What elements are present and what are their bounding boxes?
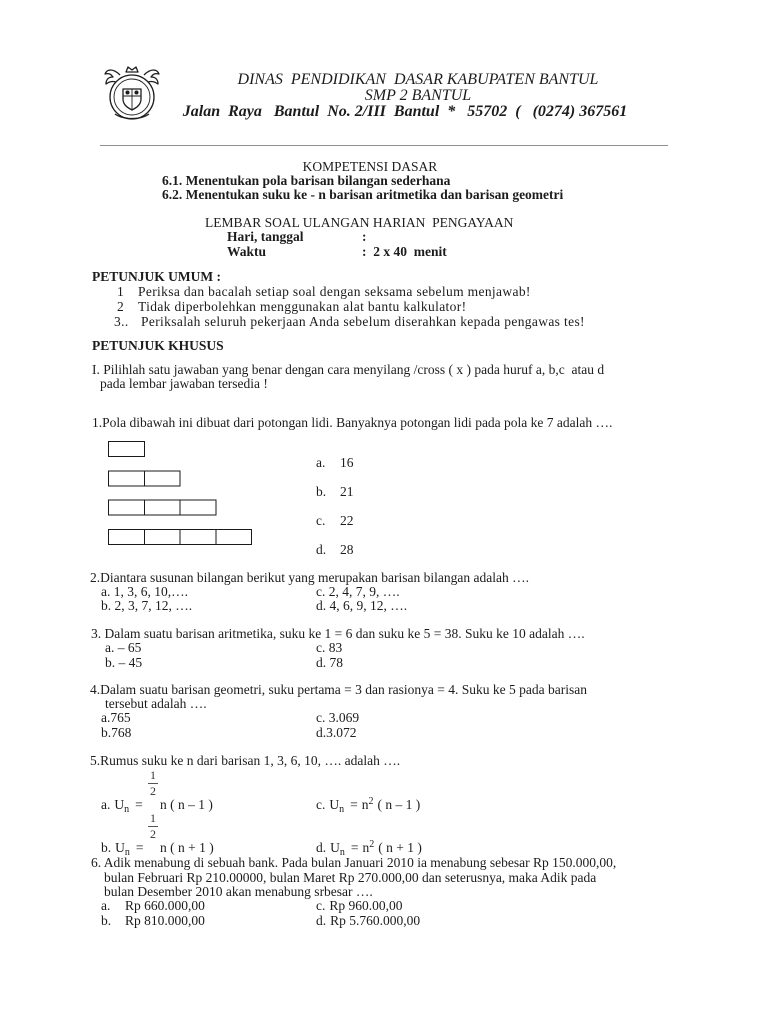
question-4-option-c: c. 3.069: [316, 710, 360, 725]
option-value: 16: [340, 455, 354, 470]
question-1-option-b: [316, 485, 354, 499]
lidi-box: [109, 529, 145, 544]
question-6-option-a-label: a.: [101, 898, 111, 913]
lidi-box: [144, 471, 180, 486]
term-expression: ( n + 1 ): [378, 840, 422, 855]
question-5-option-b: [101, 840, 144, 858]
school-name: SMP 2 BANTUL: [364, 87, 472, 104]
question-1-option-d: [316, 543, 354, 557]
question-6-option-b-value: Rp 810.000,00: [125, 913, 205, 928]
question-5-text: 5.Rumus suku ke n dari barisan 1, 3, 6, 10, …. adalah ….: [90, 753, 401, 768]
option-value: 22: [340, 513, 354, 528]
question-6-text: 6. Adik menabung di sebuah bank. Pada bulan Januari 2010 ia menabung sebesar Rp 150.000,00,: [91, 855, 617, 870]
question-4-text: 4.Dalam suatu barisan geometri, suku pertama = 3 dan rasionya = 4. Suku ke 5 pada barisan: [90, 682, 587, 697]
date-value: :: [362, 229, 367, 244]
option-label: c.: [316, 797, 326, 812]
question-2-option-c: c. 2, 4, 7, 9, ….: [316, 584, 400, 599]
question-5-option-a-expression: n ( n – 1 ): [160, 797, 213, 812]
option-label: b.: [101, 840, 112, 855]
fraction-denominator: 2: [150, 827, 156, 841]
question-3-option-d: d. 78: [316, 655, 343, 670]
option-label: c.: [316, 513, 326, 528]
equals-sign: =: [350, 840, 359, 855]
question-4-text-continued: tersebut adalah ….: [105, 696, 207, 711]
term-exponent: 2: [369, 839, 375, 850]
instruction-text: Periksalah seluruh pekerjaan Anda sebelum diserahkan kepada pengawas tes!: [141, 314, 585, 329]
question-5-option-c: [316, 796, 421, 815]
fraction-numerator: 1: [150, 811, 156, 825]
term-factor: n: [361, 797, 369, 812]
question-4-option-b: b.768: [101, 725, 132, 740]
lidi-box: [180, 529, 216, 544]
term-subscript: n: [124, 847, 130, 858]
pattern-row-1: [109, 442, 145, 457]
lidi-box: [144, 500, 180, 515]
equals-sign: =: [350, 797, 358, 812]
option-value: Rp 5.760.000,00: [330, 913, 421, 928]
question-1-option-c: [316, 514, 354, 528]
term-base: U: [115, 840, 125, 855]
term-expression: ( n – 1 ): [377, 797, 421, 812]
kompetensi-item: 6.2. Menentukan suku ke - n barisan aritmetika dan barisan geometri: [162, 187, 564, 202]
question-6-text-continued: bulan Februari Rp 210.00000, bulan Maret Rp 270.000,00 dan seterusnya, maka Adik pada: [104, 870, 597, 885]
question-6-option-b-label: b.: [101, 913, 112, 928]
equals-sign: =: [135, 840, 144, 855]
option-label: d.: [316, 913, 327, 928]
question-3-option-b: b. – 45: [105, 655, 143, 670]
term-exponent: 2: [368, 796, 374, 807]
question-5-option-b-expression: n ( n + 1 ): [160, 840, 214, 855]
question-4-option-a: a.765: [101, 710, 131, 725]
option-value: 28: [340, 542, 354, 557]
specific-instructions-title: PETUNJUK KHUSUS: [92, 338, 224, 353]
term-base: U: [329, 797, 340, 812]
question-3-option-c: c. 83: [316, 640, 343, 655]
question-6-option-a-value: Rp 660.000,00: [125, 898, 205, 913]
question-2-option-d: d. 4, 6, 9, 12, ….: [316, 598, 408, 613]
equals-sign: =: [135, 797, 143, 812]
option-value: Rp 960.00,00: [329, 898, 403, 913]
lidi-pattern-figure: [100, 435, 260, 551]
option-label: a.: [101, 797, 111, 812]
pattern-row-2: [109, 471, 181, 486]
instruction-number: 2: [117, 299, 125, 314]
lidi-box: [109, 471, 145, 486]
pattern-row-3: [109, 500, 216, 515]
question-5-option-a: [101, 797, 143, 815]
instruction-number: 3..: [114, 314, 129, 329]
option-label: a.: [316, 455, 326, 470]
fraction-denominator: 2: [150, 784, 156, 798]
question-2-text: 2.Diantara susunan bilangan berikut yang merupakan barisan bilangan adalah ….: [90, 570, 529, 585]
agency-name: DINAS PENDIDIKAN DASAR KABUPATEN BANTUL: [237, 71, 599, 88]
question-6-option-d: [316, 914, 420, 928]
question-3-text: 3. Dalam suatu barisan aritmetika, suku ke 1 = 6 dan suku ke 5 = 38. Suku ke 10 adalah ….: [91, 626, 585, 641]
pattern-row-4: [109, 529, 252, 544]
option-label: b.: [316, 484, 327, 499]
term-factor: n: [362, 840, 370, 855]
header-divider: [100, 145, 668, 146]
specific-instruction-line: pada lembar jawaban tersedia !: [100, 376, 268, 391]
sheet-title: LEMBAR SOAL ULANGAN HARIAN PENGAYAAN: [205, 215, 514, 230]
specific-instruction-line: I. Pilihlah satu jawaban yang benar dengan cara menyilang /cross ( x ) pada huruf a, b,c atau d: [92, 362, 605, 377]
instruction-text: Periksa dan bacalah setiap soal dengan seksama sebelum menjawab!: [138, 284, 531, 299]
option-label: d.: [316, 542, 327, 557]
question-1-text: 1.Pola dibawah ini dibuat dari potongan lidi. Banyaknya potongan lidi pada pola ke 7 adalah ….: [92, 415, 613, 430]
lidi-box: [109, 442, 145, 457]
time-value: : 2 x 40 menit: [362, 244, 447, 259]
option-label: c.: [316, 898, 326, 913]
term-subscript: n: [339, 804, 345, 815]
lidi-box: [216, 529, 252, 544]
question-6-option-c: [316, 899, 403, 913]
term-base: U: [330, 840, 340, 855]
lidi-box: [144, 529, 180, 544]
option-value: 21: [340, 484, 354, 499]
fraction-numerator: 1: [150, 768, 156, 782]
general-instructions-title: PETUNJUK UMUM :: [92, 269, 221, 284]
kompetensi-item: 6.1. Menentukan pola barisan bilangan sederhana: [162, 173, 451, 188]
school-address: Jalan Raya Bantul No. 2/III Bantul * 55702 ( (0274) 367561: [182, 103, 628, 120]
kompetensi-title: KOMPETENSI DASAR: [302, 159, 438, 174]
term-subscript: n: [124, 804, 130, 815]
question-2-option-b: b. 2, 3, 7, 12, ….: [101, 598, 193, 613]
term-subscript: n: [339, 847, 345, 858]
term-base: U: [114, 797, 125, 812]
question-5-option-d: [316, 839, 422, 858]
date-label: Hari, tanggal: [227, 229, 304, 244]
question-3-option-a: a. – 65: [105, 640, 142, 655]
question-1-option-a: [316, 456, 354, 470]
instruction-number: 1: [117, 284, 125, 299]
time-label: Waktu: [227, 244, 267, 259]
option-label: d.: [316, 840, 327, 855]
lidi-box: [109, 500, 145, 515]
question-6-text-continued: bulan Desember 2010 akan menabung srbesar ….: [104, 884, 373, 899]
lidi-box: [180, 500, 216, 515]
instruction-text: Tidak diperbolehkan menggunakan alat bantu kalkulator!: [138, 299, 467, 314]
question-2-option-a: a. 1, 3, 6, 10,….: [101, 584, 188, 599]
question-4-option-d: d.3.072: [316, 725, 357, 740]
